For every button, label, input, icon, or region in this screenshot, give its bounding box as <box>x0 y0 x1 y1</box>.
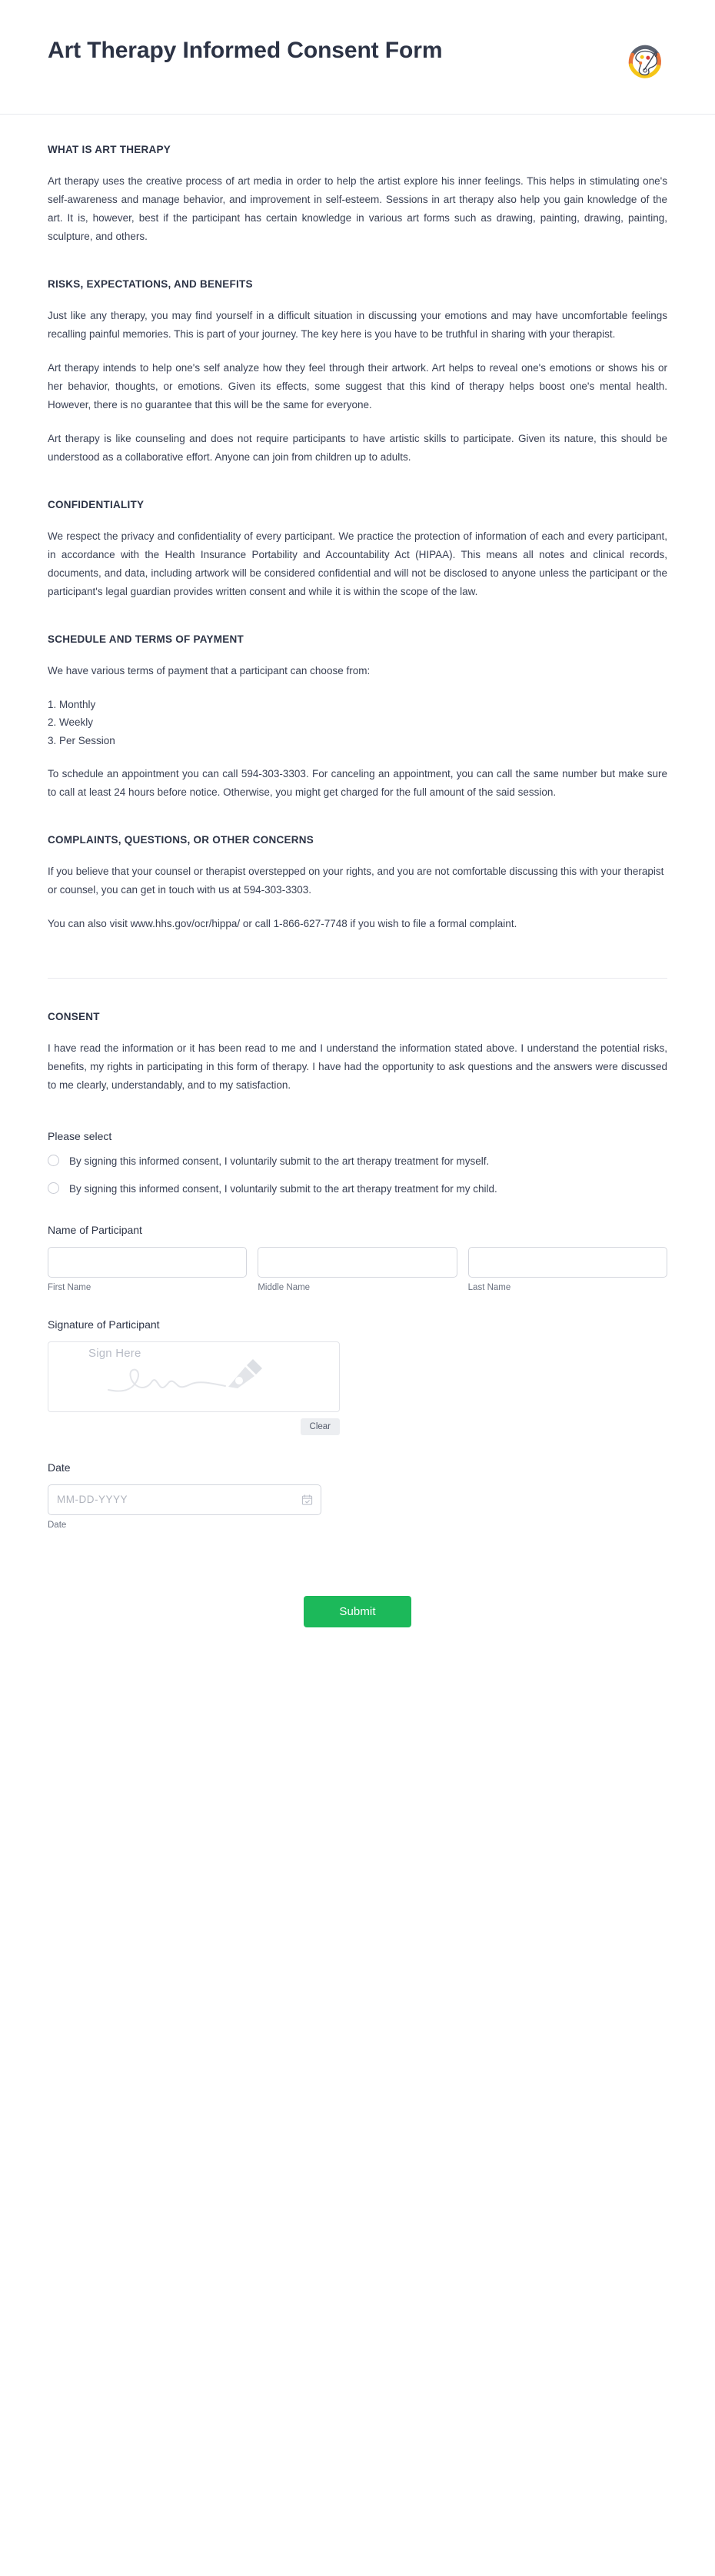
form-fields <box>48 1095 667 1530</box>
form-header <box>0 0 715 115</box>
date-sublabel: Date <box>48 1520 67 1530</box>
section-intro: We have various terms of payment that a participant can choose from: <box>48 665 371 677</box>
radio-option-myself[interactable] <box>48 1153 667 1170</box>
date-input[interactable] <box>48 1484 321 1515</box>
last-name-col <box>468 1247 667 1292</box>
middle-name-col <box>258 1247 457 1292</box>
middle-name-sublabel: Middle Name <box>258 1282 311 1292</box>
signature-label: Signature of Participant <box>48 1318 160 1331</box>
section-paragraph: If you believe that your counsel or therapist overstepped on your rights, and you are not comfortable discussing this with your therapist or counsel, you can get in touch with us at 594-303-3303. <box>48 865 664 896</box>
date-wrapper <box>48 1484 321 1530</box>
name-inputs-row <box>48 1247 667 1292</box>
clear-signature-button[interactable]: Clear <box>301 1418 340 1435</box>
section-paragraph: We respect the privacy and confidentiality of every participant. We practice the protection of information of each and every participant, in accordance with the Health Insurance Portability and Accountability Act (HIPAA). This means all notes and clinical records, documents, and data, including artwork will be considered confidential and will not be disclosed to anyone unless the participant or the participant's legal guardian provides written consent and while it is within the scope of the law. <box>48 530 667 598</box>
signature-art <box>105 1354 282 1399</box>
section-heading: WHAT IS ART THERAPY <box>48 144 171 155</box>
section-what-is-art-therapy <box>48 115 667 246</box>
date-field <box>48 1461 667 1530</box>
section-paragraph: Just like any therapy, you may find yourself in a difficult situation in discussing your emotions and may have uncomfortable feelings recalling painful memories. This is part of your journey. The key here is you have to be truthful in sharing with your therapist. <box>48 310 667 341</box>
middle-name-input[interactable] <box>258 1247 457 1278</box>
section-paragraph: Art therapy uses the creative process of art media in order to help the artist explore his inner feelings. This helps in stimulating one's self-awareness and manage behavior, and improvement in self-esteem. Sessions in art therapy also help you gain knowledge of the art. It is, however, best if the participant has certain knowledge in various art forms such as drawing, painting, drawing, painting, sculpture, and others. <box>48 175 667 243</box>
section-paragraph: Art therapy is like counseling and does not require participants to have artistic skills to participate. Given its nature, this should be understood as a collaborative effort. Anyone can join from children up to adults. <box>48 433 667 464</box>
last-name-sublabel: Last Name <box>467 1282 511 1292</box>
consent-radio-group <box>48 1153 667 1198</box>
section-complaints-questions-concerns <box>48 802 667 933</box>
first-name-input[interactable] <box>48 1247 247 1278</box>
section-paragraph: I have read the information or it has been read to me and I understand the information stated above. I understand the potential risks, benefits, my rights in participating in this form of therapy. I have had the opportunity to ask questions and the answers were discussed to me clearly, understandably, and to my satisfaction. <box>48 1042 667 1092</box>
form-body <box>0 115 715 1677</box>
date-input-box <box>48 1484 321 1515</box>
section-risks-expectations-benefits <box>48 246 667 467</box>
name-of-participant-field <box>48 1224 667 1292</box>
section-schedule-terms-of-payment <box>48 601 667 802</box>
signature-placeholder-text: Sign Here <box>88 1346 141 1360</box>
submit-button[interactable]: Submit <box>304 1596 411 1627</box>
last-name-input[interactable] <box>468 1247 667 1278</box>
list-item: 3. Per Session <box>48 734 115 746</box>
signature-field <box>48 1318 667 1435</box>
section-paragraph: To schedule an appointment you can call 594-303-3303. For canceling an appointment, you can call the same number but make sure to call at least 24 hours before notice. Otherwise, you might get charged for the full amount of the said session. <box>48 767 667 798</box>
radio-circle-icon[interactable] <box>48 1155 59 1166</box>
section-heading: CONFIDENTIALITY <box>48 499 145 511</box>
section-heading: SCHEDULE AND TERMS OF PAYMENT <box>48 633 244 646</box>
please-select-field <box>48 1130 667 1198</box>
section-consent <box>48 979 667 1095</box>
list-item: 1. Monthly <box>48 699 96 711</box>
radio-option-label: By signing this informed consent, I voluntarily submit to the art therapy treatment for myself. <box>69 1155 490 1168</box>
first-name-sublabel: First Name <box>48 1282 91 1292</box>
page-title: Art Therapy Informed Consent Form <box>48 38 443 63</box>
list-item: 2. Weekly <box>48 716 94 729</box>
signature-pen-icon <box>228 1359 262 1388</box>
submit-row <box>48 1556 667 1677</box>
please-select-label: Please select <box>48 1130 112 1143</box>
section-paragraph: You can also visit www.hhs.gov/ocr/hippa/ or call 1-866-627-7748 if you wish to file a formal complaint. <box>48 917 517 929</box>
section-paragraph: Art therapy intends to help one's self analyze how they feel through their artwork. Art helps to reveal one's emotions or shows his or her behavior, thoughts, or emotions. Given its effects, some suggest that this kind of therapy helps boost one's mental health. However, there is no guarantee that this will be the same for everyone. <box>48 362 667 411</box>
first-name-col <box>48 1247 247 1292</box>
name-of-participant-label: Name of Participant <box>48 1223 142 1236</box>
section-heading: CONSENT <box>48 1010 100 1022</box>
section-confidentiality <box>48 467 667 601</box>
signature-canvas[interactable] <box>48 1341 340 1412</box>
payment-terms-list <box>48 696 667 750</box>
signature-clear-row <box>48 1418 340 1435</box>
date-label: Date <box>48 1461 71 1474</box>
signature-wrapper <box>48 1341 340 1435</box>
radio-circle-icon[interactable] <box>48 1182 59 1194</box>
signature-placeholder-group <box>48 1342 339 1411</box>
radio-option-my-child[interactable] <box>48 1181 667 1198</box>
art-palette-logo-icon <box>623 40 667 85</box>
section-heading: RISKS, EXPECTATIONS, AND BENEFITS <box>48 278 253 291</box>
section-heading: COMPLAINTS, QUESTIONS, OR OTHER CONCERNS <box>48 833 314 846</box>
radio-option-label: By signing this informed consent, I voluntarily submit to the art therapy treatment for my child. <box>69 1182 497 1195</box>
